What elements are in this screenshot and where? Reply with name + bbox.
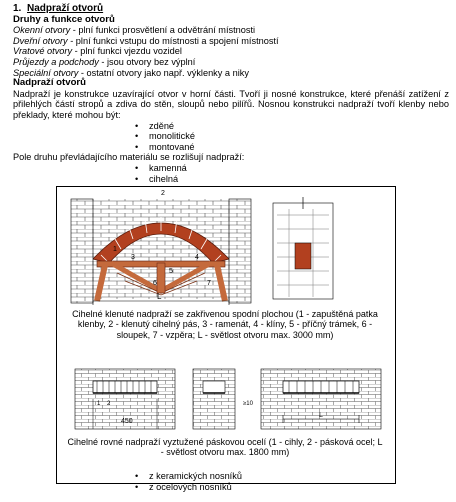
caption-flat: Cihelné rovné nadpraží vyztužené páskovou ocelí (1 - cihly, 2 - pásková ocel; L - světlost otvoru max. 1800 mm) — [67, 437, 383, 458]
label-1: 1 — [113, 246, 117, 253]
label-dim-note: ≥10 — [243, 401, 253, 407]
after-figure-list — [13, 471, 449, 492]
list-item: • zděné — [135, 121, 449, 132]
types-list — [13, 25, 449, 78]
section-title: Nadpraží otvorů — [27, 3, 104, 14]
list-item: • montované — [135, 142, 449, 153]
kinds-list — [13, 121, 449, 153]
label-flat-2: 2 — [107, 401, 111, 407]
label-5: 5 — [169, 268, 173, 275]
lintels-paragraph: Nadpraží je konstrukce uzavírající otvor v horní části. Tvoří ji nosné konstrukce, které přenáší zatížení z přilehlých částí stropů a zdiva do stěn, sloupů nebo pilířů. Nosnou konstrukci nadpraží tvoří klenby nebo překlady, které mohou být: — [13, 88, 449, 120]
label-flat-1: 1 — [97, 401, 101, 407]
label-flat-L: L — [319, 412, 323, 419]
list-item: • z ocelových nosníků — [135, 482, 449, 493]
document-body — [13, 4, 449, 184]
list-item: • kamenná — [135, 163, 449, 174]
caption-arched: Cihelné klenuté nadpraží se zakřivenou spodní plochou (1 - zapuštěná patka klenby, 2 - klenutý cihelný pás, 3 - ramenát, 4 - klíny, 5 - příčný trámek, 6 - sloupek, 7 - vzpěra; L - světlost otvoru max. 3000 mm) — [72, 309, 378, 340]
label-6: 6 — [153, 280, 157, 287]
section-number: 1. — [13, 3, 22, 14]
label-L: L — [157, 292, 162, 301]
figure-box — [56, 186, 396, 484]
type-item: Dveřní otvory - plní funkci vstupu do místnosti a spojení místností — [13, 35, 279, 46]
type-item: Okenní otvory - plní funkci prosvětlení a odvětrání místnosti — [13, 25, 256, 36]
arched-lintel-drawing — [57, 189, 394, 307]
label-450: 450 — [121, 418, 133, 425]
section-heading — [13, 4, 449, 15]
list-item: • cihelná — [135, 174, 449, 185]
lintels-heading: Nadpraží otvorů — [13, 77, 87, 89]
label-2: 2 — [161, 190, 165, 197]
type-item: Průjezdy a podchody - jsou otvory bez výplní — [13, 56, 196, 67]
list-item: • monolitické — [135, 131, 449, 142]
label-3: 3 — [131, 254, 135, 261]
list-item: • z keramických nosníků — [135, 471, 449, 482]
after-figure — [13, 471, 449, 492]
label-4: 4 — [195, 254, 199, 261]
flat-lintel-drawing — [57, 363, 394, 437]
label-7: 7 — [207, 280, 211, 287]
type-item: Vratové otvory - plní funkci vjezdu vozidel — [13, 46, 182, 57]
material-intro: Pole druhu převládajícího materiálu se rozlišují nadpraží: — [13, 152, 245, 163]
type-item: Speciální otvory - ostatní otvory jako např. výklenky a niky — [13, 67, 249, 78]
materials-list — [13, 163, 449, 184]
types-heading: Druhy a funkce otvorů — [13, 13, 115, 25]
